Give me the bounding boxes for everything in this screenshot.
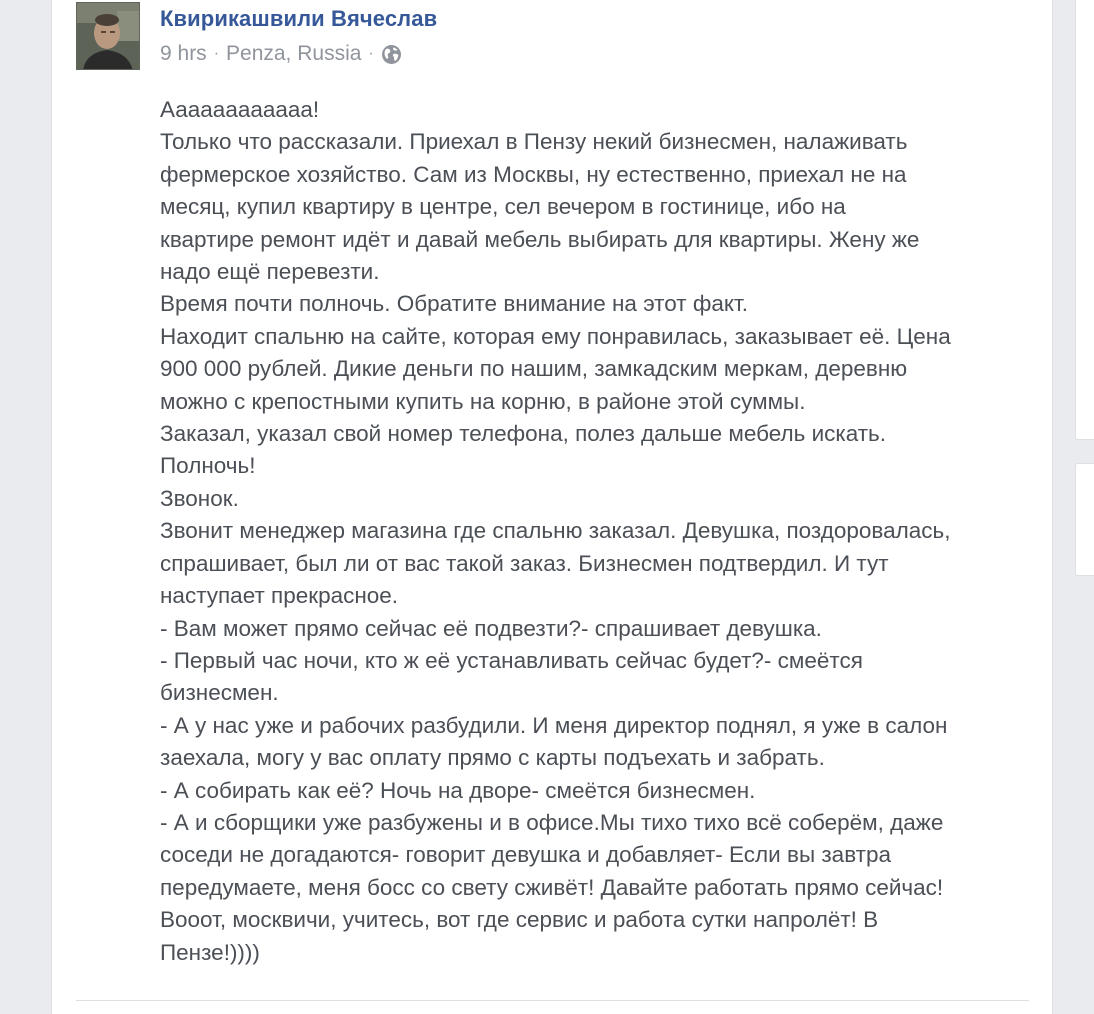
post-text-line: месяц, купил квартиру в центре, сел вечером в гостинице, ибо на: [160, 194, 846, 220]
meta-separator: ·: [368, 45, 374, 62]
globe-icon[interactable]: [381, 44, 402, 65]
post-text-line: бизнесмен.: [160, 680, 279, 706]
post-timestamp[interactable]: 9 hrs: [160, 42, 207, 65]
avatar[interactable]: [76, 2, 140, 70]
post-text-line: Находит спальню на сайте, которая ему понравилась, заказывает её. Цена: [160, 323, 951, 349]
post-text-line: квартире ремонт идёт и давай мебель выбирать для квартиры. Жену же: [160, 226, 920, 252]
right-sidebar-panel-lower: [1075, 463, 1094, 576]
post-text-line: - А собирать как её? Ночь на дворе- смеётся бизнесмен.: [160, 777, 756, 803]
meta-separator: ·: [213, 45, 220, 62]
post-text-line: заехала, могу у вас оплату прямо с карты подъехать и забрать.: [160, 745, 825, 771]
post-text-line: - А и сборщики уже разбужены и в офисе.Мы тихо тихо всё соберём, даже: [160, 809, 944, 835]
post-text-line: Аааааааааааа!: [160, 97, 320, 122]
right-sidebar-panel: [1075, 0, 1094, 440]
post-text-line: соседи не догадаются- говорит девушка и добавляет- Если вы завтра: [160, 842, 891, 868]
post-text-line: Звонит менеджер магазина где спальню заказал. Девушка, поздоровалась,: [160, 518, 951, 544]
post-text-line: - Первый час ночи, кто ж её устанавливать сейчас будет?- смеётся: [160, 647, 863, 673]
post-location[interactable]: Penza, Russia: [226, 42, 362, 65]
post-text-line: Только что рассказали. Приехал в Пензу некий бизнесмен, налаживать: [160, 129, 908, 155]
post-text-line: - А у нас уже и рабочих разбудили. И меня директор поднял, я уже в салон: [160, 712, 948, 738]
post-text-line: можно с крепостными купить на корню, в районе этой суммы.: [160, 388, 806, 414]
author-name-link[interactable]: Квирикашвили Вячеслав: [160, 6, 438, 31]
post-text-line: передумаете, меня босс со свету сживёт! Давайте работать прямо сейчас!: [160, 874, 944, 900]
post-text-line: Время почти полночь. Обратите внимание на этот факт.: [160, 291, 748, 317]
post-text-line: фермерское хозяйство. Сам из Москвы, ну естественно, приехал не на: [160, 161, 907, 187]
post-text-line: наступает прекрасное.: [160, 583, 399, 609]
post-divider: [76, 1000, 1029, 1001]
post-text-line: - Вам может прямо сейчас её подвезти?- спрашивает девушка.: [160, 615, 822, 641]
post-text-line: Звонок.: [160, 485, 239, 511]
post-text-line: Полночь!: [160, 453, 256, 479]
post-text-line: Пензе!)))): [160, 939, 260, 965]
post-text-line: надо ещё перевезти.: [160, 259, 380, 285]
post-text: [160, 94, 1040, 969]
post-text-line: Заказал, указал свой номер телефона, полез дальше мебель искать.: [160, 421, 887, 447]
post-text-line: 900 000 рублей. Дикие деньги по нашим, замкадским меркам, деревню: [160, 356, 908, 382]
post-text-line: Вооот, москвичи, учитесь, вот где сервис и работа сутки напролёт! В: [160, 907, 879, 933]
post-meta: [160, 41, 402, 67]
post-card: [51, 0, 1053, 1014]
avatar-photo: [77, 3, 140, 70]
post-text-line: спрашивает, был ли от вас такой заказ. Бизнесмен подтвердил. И тут: [160, 550, 889, 576]
